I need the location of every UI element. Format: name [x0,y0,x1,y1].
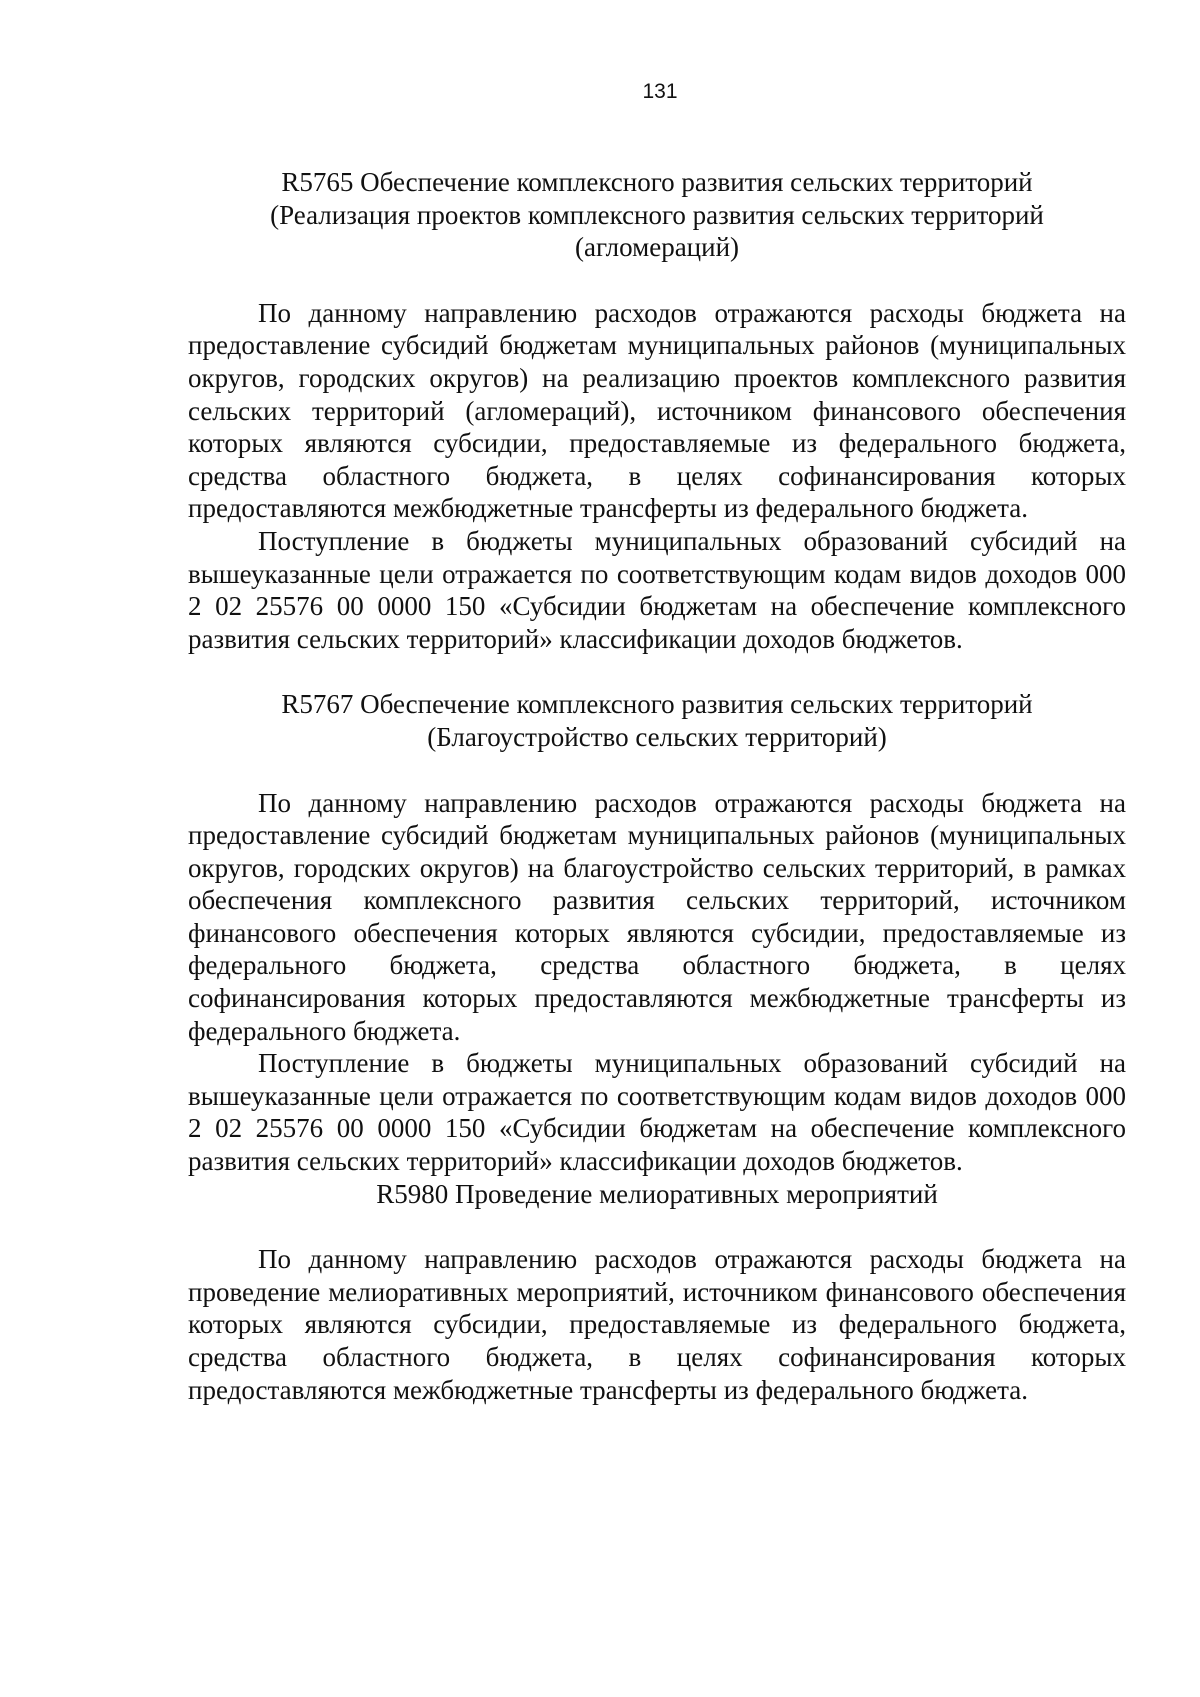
section-heading-line: (Реализация проектов комплексного развития сельских территорий [270,199,1044,230]
paragraph: По данному направлению расходов отражаются расходы бюджета на предоставление субсидий бюджетам муниципальных районов (муниципальных округов, городских округов) на благоустройство сельских территорий, в рамках обеспечения комплексного развития сельских территорий, источником финансового обеспечения которых являются субсидии, предоставляемые из федерального бюджета, средства областного бюджета, в целях софинансирования которых предоставляются межбюджетные трансферты из федерального бюджета. [188,787,1126,1046]
paragraph: По данному направлению расходов отражаются расходы бюджета на предоставление субсидий бюджетам муниципальных районов (муниципальных округов, городских округов) на реализацию проектов комплексного развития сельских территорий (агломераций), источником финансового обеспечения которых являются субсидии, предоставляемые из федерального бюджета, средства областного бюджета, в целях софинансирования которых предоставляются межбюджетные трансферты из федерального бюджета. [188,297,1126,524]
paragraph: По данному направлению расходов отражаются расходы бюджета на проведение мелиоративных мероприятий, источником финансового обеспечения которых являются субсидии, предоставляемые из федерального бюджета, средства областного бюджета, в целях софинансирования которых предоставляются межбюджетные трансферты из федерального бюджета. [188,1244,1126,1405]
page-number: 131 [642,80,678,103]
spacer [188,754,1126,787]
paragraph: Поступление в бюджеты муниципальных образований субсидий на вышеуказанные цели отражается по соответствующим кодам видов доходов 000 2 02 25576 00 0000 150 «Субсидии бюджетам на обеспечение комплексного развития сельских территорий» классификации доходов бюджетов. [188,1048,1126,1177]
section-heading-line: R5767 Обеспечение комплексного развития сельских территорий [281,689,1033,720]
section-heading-line: (агломераций) [574,232,740,263]
document-body [188,166,1126,1406]
section-r5767 [188,688,1126,1177]
spacer [188,655,1126,688]
section-r5765 [188,166,1126,655]
spacer [188,1210,1126,1243]
section-heading-line: R5980 Проведение мелиоративных мероприятий [376,1178,938,1209]
paragraph: Поступление в бюджеты муниципальных образований субсидий на вышеуказанные цели отражается по соответствующим кодам видов доходов 000 2 02 25576 00 0000 150 «Субсидии бюджетам на обеспечение комплексного развития сельских территорий» классификации доходов бюджетов. [188,525,1126,654]
section-heading-line: R5765 Обеспечение комплексного развития сельских территорий [281,167,1033,197]
spacer [188,264,1126,297]
section-heading-line: (Благоустройство сельских территорий) [427,721,887,752]
section-r5980 [188,1178,1126,1407]
